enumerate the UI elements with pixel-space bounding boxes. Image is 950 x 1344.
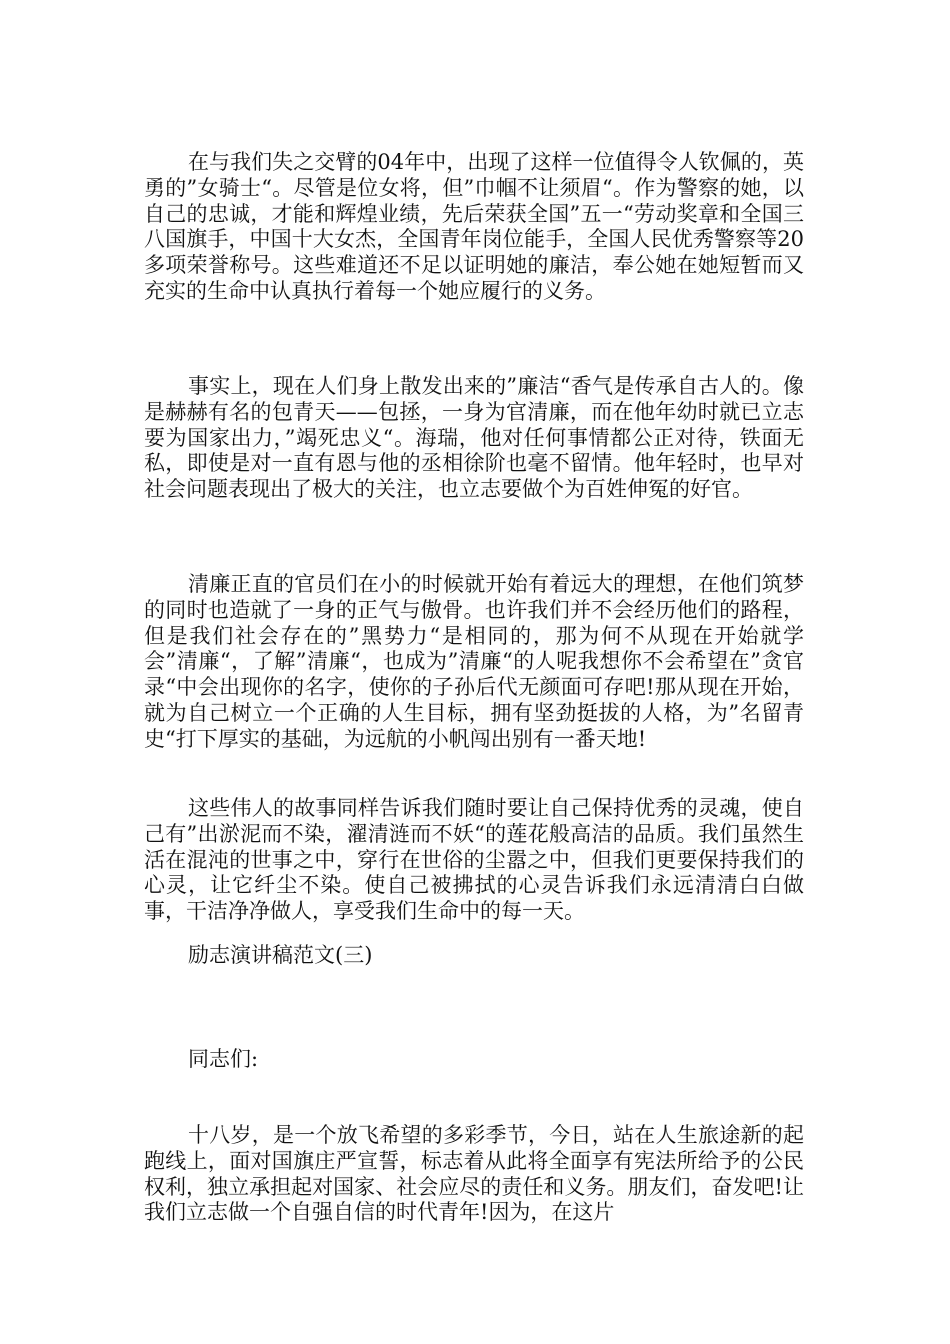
paragraph-eighteen-years: 十八岁，是一个放飞希望的多彩季节，今日，站在人生旅途新的起跑线上，面对国旗庄严宣誓，标志着从此将全面享有宪法所给予的公民权利，独立承担起对国家、社会应尽的责任和义务。朋友们，奋发吧!让我们立志做一个自强自信的时代青年!因为，在这片 <box>144 1123 804 1225</box>
paragraph-policewoman-story: 在与我们失之交臂的04年中，出现了这样一位值得令人钦佩的，英勇的”女骑士“。尽管是位女将，但”巾帼不让须眉“。作为警察的她，以自己的忠诚，才能和辉煌业绩，先后荣获全国”五一“劳动奖章和全国三八国旗手，中国十大女杰，全国青年岗位能手，全国人民优秀警察等20多项荣誉称号。这些难道还不足以证明她的廉洁，奉公她在她短暂而又充实的生命中认真执行着每一个她应履行的义务。 <box>144 150 804 303</box>
salutation: 同志们: <box>188 1047 259 1071</box>
section-heading: 励志演讲稿范文(三) <box>188 943 373 967</box>
paragraph-historical-officials: 事实上，现在人们身上散发出来的”廉洁“香气是传承自古人的。像是赫赫有名的包青天——包拯，一身为官清廉，而在他年幼时就已立志要为国家出力，”竭死忠义“。海瑞，他对任何事情都公正对待，铁面无私，即使是对一直有恩与他的丞相徐阶也毫不留情。他年轻时，也早对社会问题表现出了极大的关注，也立志要做个为百姓伸冤的好官。 <box>144 374 804 502</box>
paragraph-integrity-ideals: 清廉正直的官员们在小的时候就开始有着远大的理想，在他们筑梦的同时也造就了一身的正气与傲骨。也许我们并不会经历他们的路程，但是我们社会存在的”黑势力“是相同的，那为何不从现在开始就学会”清廉“，了解”清廉“，也成为”清廉“的人呢我想你不会希望在”贪官录“中会出现你的名字，使你的子孙后代无颜面可存吧!那从现在开始，就为自己树立一个正确的人生目标，拥有坚劲挺拔的人格，为”名留青史“打下厚实的基础，为远航的小帆闯出别有一番天地! <box>144 572 804 751</box>
paragraph-lotus-soul: 这些伟人的故事同样告诉我们随时要让自己保持优秀的灵魂，使自己有”出淤泥而不染，濯清涟而不妖“的莲花般高洁的品质。我们虽然生活在混沌的世事之中，穿行在世俗的尘嚣之中，但我们更要保持我们的心灵，让它纤尘不染。使自己被拂拭的心灵告诉我们永远清清白白做事，干洁净净做人，享受我们生命中的每一天。 <box>144 796 804 924</box>
